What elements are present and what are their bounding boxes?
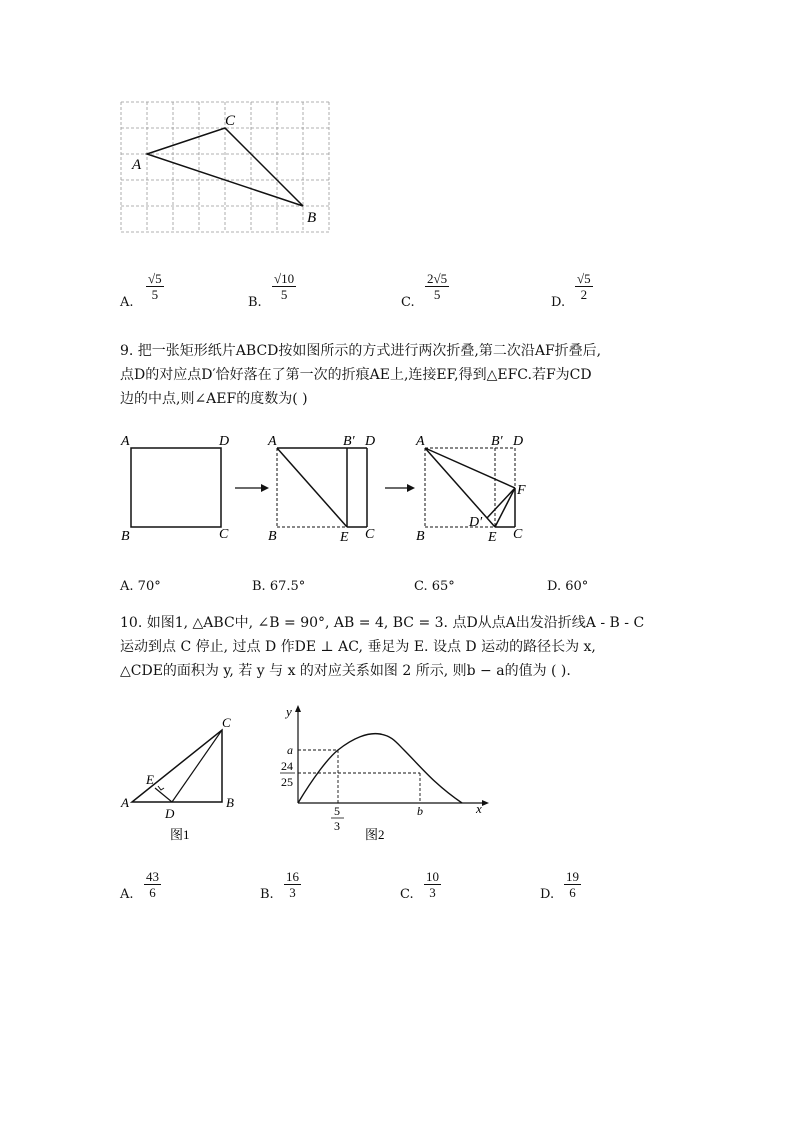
svg-text:24: 24 [281,759,293,773]
svg-text:3: 3 [334,819,340,833]
q9-option-a: A. 70° [120,579,161,594]
svg-text:b: b [417,804,423,818]
svg-text:5: 5 [334,804,340,818]
svg-text:C: C [222,715,231,730]
svg-text:A: A [416,434,425,449]
q8-option-d-value: $\frac{√5}{2}$ [577,271,591,302]
q10-stem-line-3: △CDE的面积为 y, 若 y 与 x 的对应关系如图 2 所示, 则b − a的值为 ( ). [120,663,571,679]
q10-fig1-triangle [115,712,245,847]
q9-option-c: C. 65° [414,579,455,594]
svg-text:F: F [517,483,526,498]
label-a: A [132,157,142,173]
svg-text:y: y [286,704,292,719]
svg-text:D: D [165,806,175,821]
q9-stem-line-1: 9. 把一张矩形纸片ABCD按如图所示的方式进行两次折叠,第二次沿AF折叠后, [120,343,602,359]
svg-text:C: C [513,527,523,542]
q9-stem-line-3: 边的中点,则∠AEF的度数为( ) [120,391,308,407]
svg-text:C: C [365,527,375,542]
q10-option-d-value: $\frac{19}{6}$ [566,869,579,900]
q10-option-b-value: $\frac{16}{3}$ [286,869,299,900]
q9-option-b: B. 67.5° [252,579,306,594]
svg-text:25: 25 [281,775,293,789]
svg-text:D: D [365,434,376,449]
svg-text:E: E [340,530,349,545]
q10-option-b-letter: B. [260,887,274,902]
q10-option-c-letter: C. [400,887,414,902]
q10-option-a-value: $\frac{43}{6}$ [146,869,159,900]
svg-text:D′: D′ [469,515,483,530]
q8-option-c-letter: C. [401,295,415,310]
q8-option-a-value: $\frac{√5}{5}$ [148,271,162,302]
label-c: C [225,113,236,129]
svg-text:B: B [416,529,425,544]
svg-text:a: a [287,743,293,757]
svg-text:A: A [121,795,129,810]
q8-option-b-letter: B. [248,295,262,310]
q8-option-a-letter: A. [120,295,134,310]
svg-text:A: A [268,434,277,449]
q10-stem-line-2: 运动到点 C 停止, 过点 D 作DE ⊥ AC, 垂足为 E. 设点 D 运动的路径长为 x, [120,639,596,655]
svg-text:B′: B′ [343,434,355,449]
q8-option-c-value: $\frac{2√5}{5}$ [427,271,448,302]
q9-option-d: D. 60° [547,579,589,594]
q10-option-d-letter: D. [540,887,555,902]
q10-option-c-value: $\frac{10}{3}$ [426,869,439,900]
svg-text:A: A [121,434,130,449]
svg-text:B′: B′ [491,434,503,449]
q10-option-a-letter: A. [120,887,134,902]
svg-text:x: x [476,801,482,816]
fig1-caption: 图1 [170,827,190,842]
svg-text:B: B [226,795,234,810]
svg-text:E: E [146,772,154,787]
svg-text:E: E [488,530,497,545]
q9-stem-line-2: 点D的对应点D′恰好落在了第一次的折痕AE上,连接EF,得到△EFC.若F为CD [120,367,592,383]
q8-option-d-letter: D. [551,295,566,310]
q10-fig2-graph [268,700,498,850]
q9-folding-figure [115,428,535,548]
q10-stem-line-1: 10. 如图1, △ABC中, ∠B = 90°, AB = 4, BC = 3. 点D从点A出发沿折线A - B - C [120,615,645,631]
svg-text:D: D [513,434,524,449]
svg-text:D: D [219,434,230,449]
q8-option-b-value: $\frac{√10}{5}$ [274,271,295,302]
q8-grid-figure [112,96,342,246]
svg-text:B: B [268,529,277,544]
fig2-caption: 图2 [365,827,385,842]
label-b: B [307,210,317,226]
svg-text:C: C [219,527,229,542]
svg-text:B: B [121,529,130,544]
